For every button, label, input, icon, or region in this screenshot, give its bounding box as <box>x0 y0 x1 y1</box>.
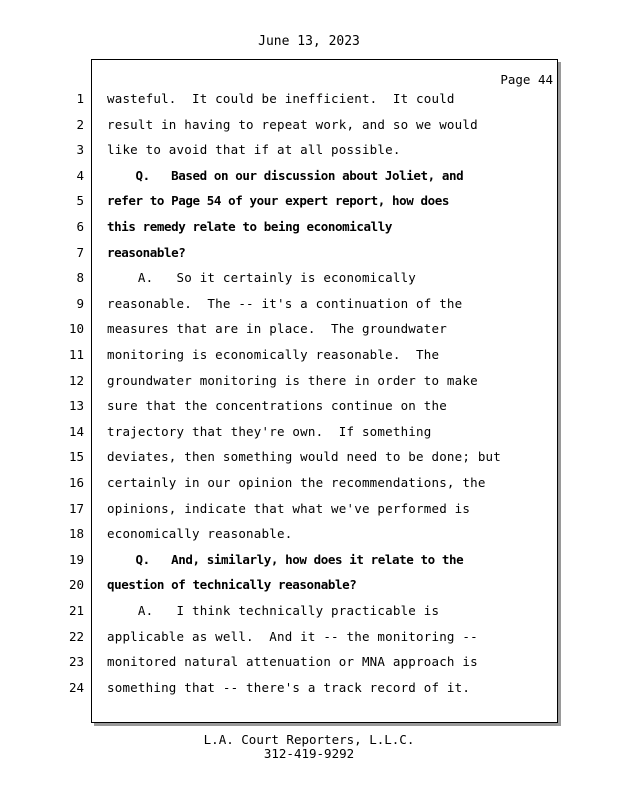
transcript-line <box>0 242 618 268</box>
line-text: trajectory that they're own. If something <box>107 423 432 439</box>
transcript-line <box>0 574 618 600</box>
footer-phone: 312-419-9292 <box>263 746 355 761</box>
line-text: like to avoid that if at all possible. <box>107 142 401 158</box>
line-text: sure that the concentrations continue on the <box>107 398 447 414</box>
transcript-line <box>0 498 618 524</box>
line-number: 3 <box>76 142 84 158</box>
footer <box>0 733 618 761</box>
line-number: 13 <box>68 398 84 414</box>
line-number: 9 <box>76 295 84 311</box>
line-text: something that -- there's a track record of it. <box>107 679 471 695</box>
transcript-line <box>0 293 618 319</box>
transcript-line <box>0 446 618 472</box>
line-number: 4 <box>76 167 84 183</box>
transcript-line <box>0 651 618 677</box>
transcript-line <box>0 549 618 575</box>
line-text: wasteful. It could be inefficient. It could <box>107 91 455 106</box>
transcript-line <box>0 677 618 703</box>
line-text: this remedy relate to being economically <box>107 219 393 234</box>
transcript-line <box>0 395 618 421</box>
line-text: reasonable? <box>107 244 186 260</box>
transcript-date: June 13, 2023 <box>258 34 360 49</box>
line-text: monitored natural attenuation or MNA approach is <box>107 654 478 670</box>
line-number: 22 <box>68 628 84 644</box>
line-number: 19 <box>68 551 84 567</box>
page-number: Page 44 <box>500 72 553 87</box>
line-text: certainly in our opinion the recommendations, the <box>107 475 486 490</box>
line-text: reasonable. The -- it's a continuation of the <box>107 295 463 311</box>
line-text: deviates, then something would need to be done; but <box>107 449 502 465</box>
transcript-line <box>0 421 618 447</box>
transcript-line <box>0 216 618 242</box>
line-number: 8 <box>76 270 84 286</box>
line-text: measures that are in place. The groundwater <box>107 321 447 337</box>
line-number: 16 <box>68 475 84 490</box>
line-text: monitoring is economically reasonable. The <box>107 347 440 362</box>
transcript-line <box>0 318 618 344</box>
transcript-line <box>0 267 618 293</box>
line-number: 24 <box>68 679 84 695</box>
transcript-line <box>0 165 618 191</box>
line-text: applicable as well. And it -- the monitoring -- <box>107 628 478 644</box>
line-text: Q. And, similarly, how does it relate to the <box>107 551 464 567</box>
transcript-line <box>0 600 618 626</box>
line-number: 18 <box>68 526 84 542</box>
line-text: A. So it certainly is economically <box>107 270 417 286</box>
line-text: Q. Based on our discussion about Joliet, and <box>107 167 464 183</box>
line-number: 14 <box>68 423 84 439</box>
line-number: 23 <box>68 654 84 670</box>
transcript-line <box>0 370 618 396</box>
transcript-line <box>0 88 618 114</box>
line-number: 10 <box>68 321 84 337</box>
line-text: question of technically reasonable? <box>107 577 357 593</box>
line-number: 15 <box>68 449 84 465</box>
line-number: 1 <box>76 91 84 106</box>
transcript-line <box>0 190 618 216</box>
transcript-line <box>0 344 618 370</box>
line-text: economically reasonable. <box>107 526 293 542</box>
line-text: opinions, indicate that what we've performed is <box>107 500 471 516</box>
transcript-line <box>0 626 618 652</box>
line-number: 6 <box>76 219 84 234</box>
line-number: 7 <box>76 244 84 260</box>
transcript-line <box>0 523 618 549</box>
line-number: 11 <box>68 347 84 362</box>
line-number: 20 <box>68 577 84 593</box>
transcript-line <box>0 139 618 165</box>
line-text: result in having to repeat work, and so we would <box>107 116 478 132</box>
footer-company: L.A. Court Reporters, L.L.C. <box>203 732 415 747</box>
line-number: 5 <box>76 193 84 209</box>
transcript-line <box>0 472 618 498</box>
transcript-line <box>0 114 618 140</box>
line-text: A. I think technically practicable is <box>107 603 440 618</box>
line-number: 2 <box>76 116 84 132</box>
line-number: 12 <box>68 372 84 388</box>
line-text: refer to Page 54 of your expert report, how does <box>107 193 450 209</box>
line-text: groundwater monitoring is there in order to make <box>107 372 478 388</box>
line-number: 21 <box>68 603 84 618</box>
line-number: 17 <box>68 500 84 516</box>
